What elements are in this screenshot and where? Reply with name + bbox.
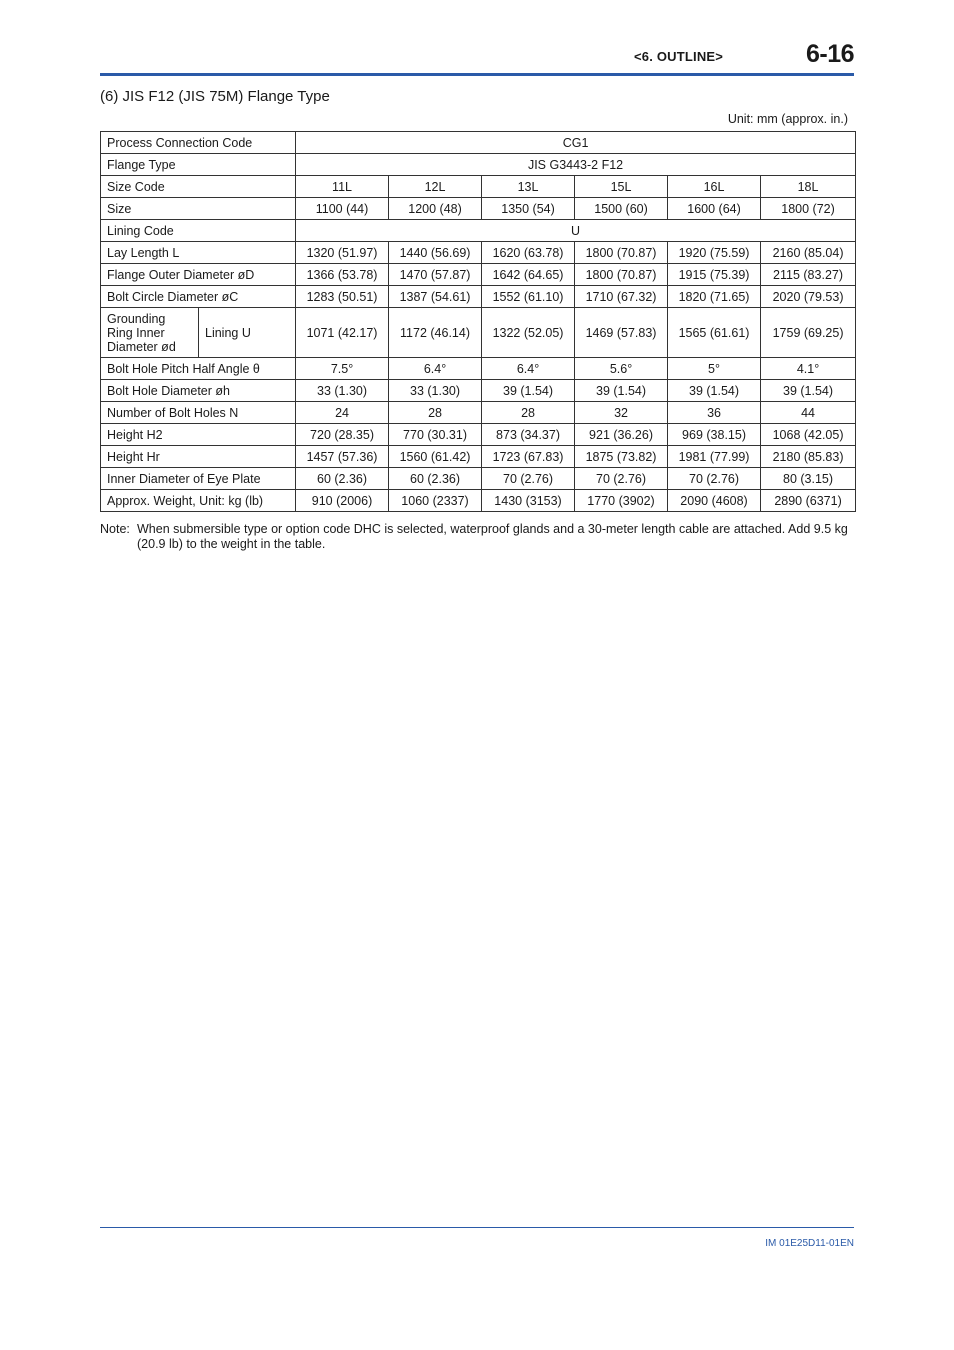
table-cell: 18L: [761, 176, 856, 198]
table-cell: 13L: [482, 176, 575, 198]
row-label: Flange Outer Diameter øD: [101, 264, 296, 286]
table-cell: 5°: [668, 358, 761, 380]
table-cell: 2160 (85.04): [761, 242, 856, 264]
table-cell: 16L: [668, 176, 761, 198]
table-cell: 70 (2.76): [482, 468, 575, 490]
row-label: Process Connection Code: [101, 132, 296, 154]
table-cell: 7.5°: [296, 358, 389, 380]
note-text: When submersible type or option code DHC is selected, waterproof glands and a 30-meter length cable are attached. Add 9.5 kg (20.9 lb) to the weight in the table.: [137, 522, 848, 551]
table-cell: 1920 (75.59): [668, 242, 761, 264]
table-cell: 6.4°: [482, 358, 575, 380]
table-cell: 720 (28.35): [296, 424, 389, 446]
table-cell: 1200 (48): [389, 198, 482, 220]
unit-note: Unit: mm (approx. in.): [727, 112, 848, 126]
table-row: [101, 358, 856, 380]
table-cell: 1322 (52.05): [482, 308, 575, 358]
table-cell: 80 (3.15): [761, 468, 856, 490]
table-cell: 39 (1.54): [482, 380, 575, 402]
table-cell: 1350 (54): [482, 198, 575, 220]
table-row: [101, 176, 856, 198]
table-cell: 770 (30.31): [389, 424, 482, 446]
table-cell: 1560 (61.42): [389, 446, 482, 468]
table-cell: CG1: [296, 132, 856, 154]
note-lead: Note:: [100, 522, 130, 536]
table-cell: 12L: [389, 176, 482, 198]
row-label: Inner Diameter of Eye Plate: [101, 468, 296, 490]
table-cell: 1710 (67.32): [575, 286, 668, 308]
row-label: Approx. Weight, Unit: kg (lb): [101, 490, 296, 512]
page-number: 6-16: [806, 40, 855, 68]
table-row: [101, 220, 856, 242]
table-row: [101, 424, 856, 446]
row-label: Grounding Ring Inner Diameter ød: [101, 308, 199, 358]
table-cell: 70 (2.76): [575, 468, 668, 490]
row-label: Lining Code: [101, 220, 296, 242]
table-cell: 2020 (79.53): [761, 286, 856, 308]
table-cell: 1387 (54.61): [389, 286, 482, 308]
row-sublabel: Lining U: [199, 308, 296, 358]
row-label: Flange Type: [101, 154, 296, 176]
table-row: [101, 264, 856, 286]
table-cell: U: [296, 220, 856, 242]
table-cell: 969 (38.15): [668, 424, 761, 446]
table-row: [101, 286, 856, 308]
table-cell: 33 (1.30): [389, 380, 482, 402]
table-cell: 1068 (42.05): [761, 424, 856, 446]
table-cell: 1915 (75.39): [668, 264, 761, 286]
table-cell: 2180 (85.83): [761, 446, 856, 468]
table-cell: 1172 (46.14): [389, 308, 482, 358]
row-label: Bolt Circle Diameter øC: [101, 286, 296, 308]
table-row: [101, 380, 856, 402]
table-cell: 44: [761, 402, 856, 424]
table-cell: 1981 (77.99): [668, 446, 761, 468]
table-cell: 4.1°: [761, 358, 856, 380]
table-cell: 1642 (64.65): [482, 264, 575, 286]
document-number: IM 01E25D11-01EN: [765, 1238, 854, 1249]
table-row: [101, 490, 856, 512]
table-cell: 910 (2006): [296, 490, 389, 512]
row-label: Number of Bolt Holes N: [101, 402, 296, 424]
table-cell: 1770 (3902): [575, 490, 668, 512]
table-row: [101, 468, 856, 490]
table-cell: 36: [668, 402, 761, 424]
row-label: Bolt Hole Diameter øh: [101, 380, 296, 402]
table-cell: 1366 (53.78): [296, 264, 389, 286]
table-cell: 1800 (70.87): [575, 242, 668, 264]
table-cell: 11L: [296, 176, 389, 198]
table-cell: 1723 (67.83): [482, 446, 575, 468]
table-note: [100, 522, 854, 551]
table-cell: 60 (2.36): [389, 468, 482, 490]
table-cell: 39 (1.54): [668, 380, 761, 402]
table-cell: 1600 (64): [668, 198, 761, 220]
table-cell: 1500 (60): [575, 198, 668, 220]
table-cell: 28: [482, 402, 575, 424]
table-cell: 39 (1.54): [761, 380, 856, 402]
table-cell: 1552 (61.10): [482, 286, 575, 308]
section-title: (6) JIS F12 (JIS 75M) Flange Type: [100, 88, 330, 105]
table-cell: 6.4°: [389, 358, 482, 380]
row-label: Size: [101, 198, 296, 220]
table-cell: 1100 (44): [296, 198, 389, 220]
table-cell: 1457 (57.36): [296, 446, 389, 468]
table-cell: 1800 (70.87): [575, 264, 668, 286]
table-cell: 2090 (4608): [668, 490, 761, 512]
table-cell: 1071 (42.17): [296, 308, 389, 358]
row-label: Bolt Hole Pitch Half Angle θ: [101, 358, 296, 380]
table-cell: 39 (1.54): [575, 380, 668, 402]
table-cell: 1440 (56.69): [389, 242, 482, 264]
table-row: [101, 446, 856, 468]
flange-spec-table: [100, 131, 856, 512]
row-label: Height Hr: [101, 446, 296, 468]
table-cell: 60 (2.36): [296, 468, 389, 490]
table-cell: 2890 (6371): [761, 490, 856, 512]
table-cell: 1469 (57.83): [575, 308, 668, 358]
table-cell: JIS G3443-2 F12: [296, 154, 856, 176]
table-cell: 33 (1.30): [296, 380, 389, 402]
table-cell: 1759 (69.25): [761, 308, 856, 358]
table-row: [101, 402, 856, 424]
table-cell: 1283 (50.51): [296, 286, 389, 308]
table-cell: 1820 (71.65): [668, 286, 761, 308]
table-cell: 1875 (73.82): [575, 446, 668, 468]
table-cell: 1565 (61.61): [668, 308, 761, 358]
table-cell: 1470 (57.87): [389, 264, 482, 286]
table-cell: 1800 (72): [761, 198, 856, 220]
table-row: [101, 308, 856, 358]
table-cell: 1320 (51.97): [296, 242, 389, 264]
table-cell: 15L: [575, 176, 668, 198]
table-cell: 70 (2.76): [668, 468, 761, 490]
footer-rule: [100, 1227, 854, 1228]
header-rule: [100, 73, 854, 76]
table-cell: 28: [389, 402, 482, 424]
table-row: [101, 154, 856, 176]
table-cell: 32: [575, 402, 668, 424]
table-cell: 2115 (83.27): [761, 264, 856, 286]
table-cell: 1060 (2337): [389, 490, 482, 512]
table-cell: 5.6°: [575, 358, 668, 380]
table-cell: 1430 (3153): [482, 490, 575, 512]
table-row: [101, 132, 856, 154]
section-header: <6. OUTLINE>: [634, 49, 724, 64]
table-cell: 24: [296, 402, 389, 424]
table-cell: 921 (36.26): [575, 424, 668, 446]
table-cell: 873 (34.37): [482, 424, 575, 446]
table-row: [101, 242, 856, 264]
row-label: Lay Length L: [101, 242, 296, 264]
table-row: [101, 198, 856, 220]
row-label: Height H2: [101, 424, 296, 446]
row-label: Size Code: [101, 176, 296, 198]
table-cell: 1620 (63.78): [482, 242, 575, 264]
